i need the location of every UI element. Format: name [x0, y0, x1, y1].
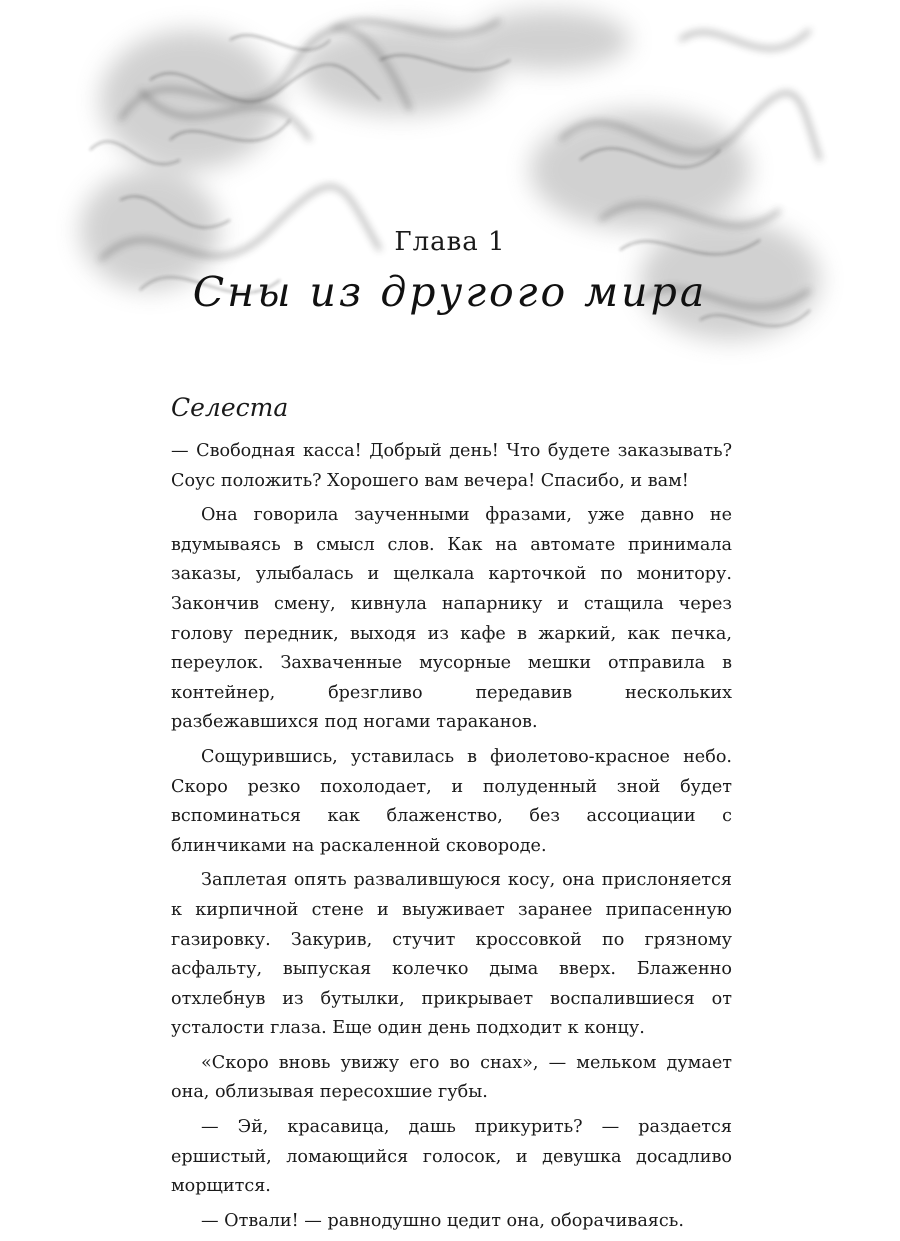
chapter-title: Сны из другого мира [192, 268, 708, 316]
narrator-heading: Селеста [171, 393, 289, 422]
body-text [171, 437, 732, 1241]
paragraph: Заплетая опять развалившуюся косу, она прислоняется к кирпичной стене и выуживает заранее припасенную газировку. Закурив, стучит кроссовкой по грязному асфальту, выпуская колечко дыма вверх. Блаженно отхлебнув из бутылки, прикрывает воспалившиеся от усталости глаза. Еще один день подходит к концу. [171, 870, 732, 1039]
paragraph: — Свободная касса! Добрый день! Что будете заказывать? Соус положить? Хорошего вам вечера! Спасибо, и вам! [171, 441, 732, 491]
book-page [80, 0, 820, 1231]
paragraph: Сощурившись, уставилась в фиолетово-красное небо. Скоро резко похолодает, и полуденный зной будет вспоминаться как блаженство, без ассоциации с блинчиками на раскаленной сковороде. [171, 746, 732, 856]
paragraph: «Скоро вновь увижу его во снах», — мельком думает она, облизывая пересохшие губы. [171, 1052, 732, 1103]
paragraph: — Эй, красавица, дашь прикурить? — раздается ершистый, ломающийся голосок, и девушка досадливо морщится. [171, 1117, 732, 1197]
chapter-label: Глава 1 [394, 227, 506, 257]
smoke-illustration [80, 0, 820, 380]
paragraph: Она говорила заученными фразами, уже давно не вдумываясь в смысл слов. Как на автомате принимала заказы, улыбалась и щелкала карточкой по монитору. Закончив смену, кивнула напарнику и стащила через голову передник, выходя из кафе в жаркий, как печка, переулок. Захваченные мусорные мешки отправила в контейнер, брезгливо передавив нескольких разбежавшихся под ногами тараканов. [171, 505, 732, 733]
paragraph: — Отвали! — равнодушно цедит она, оборачиваясь. [201, 1210, 684, 1231]
